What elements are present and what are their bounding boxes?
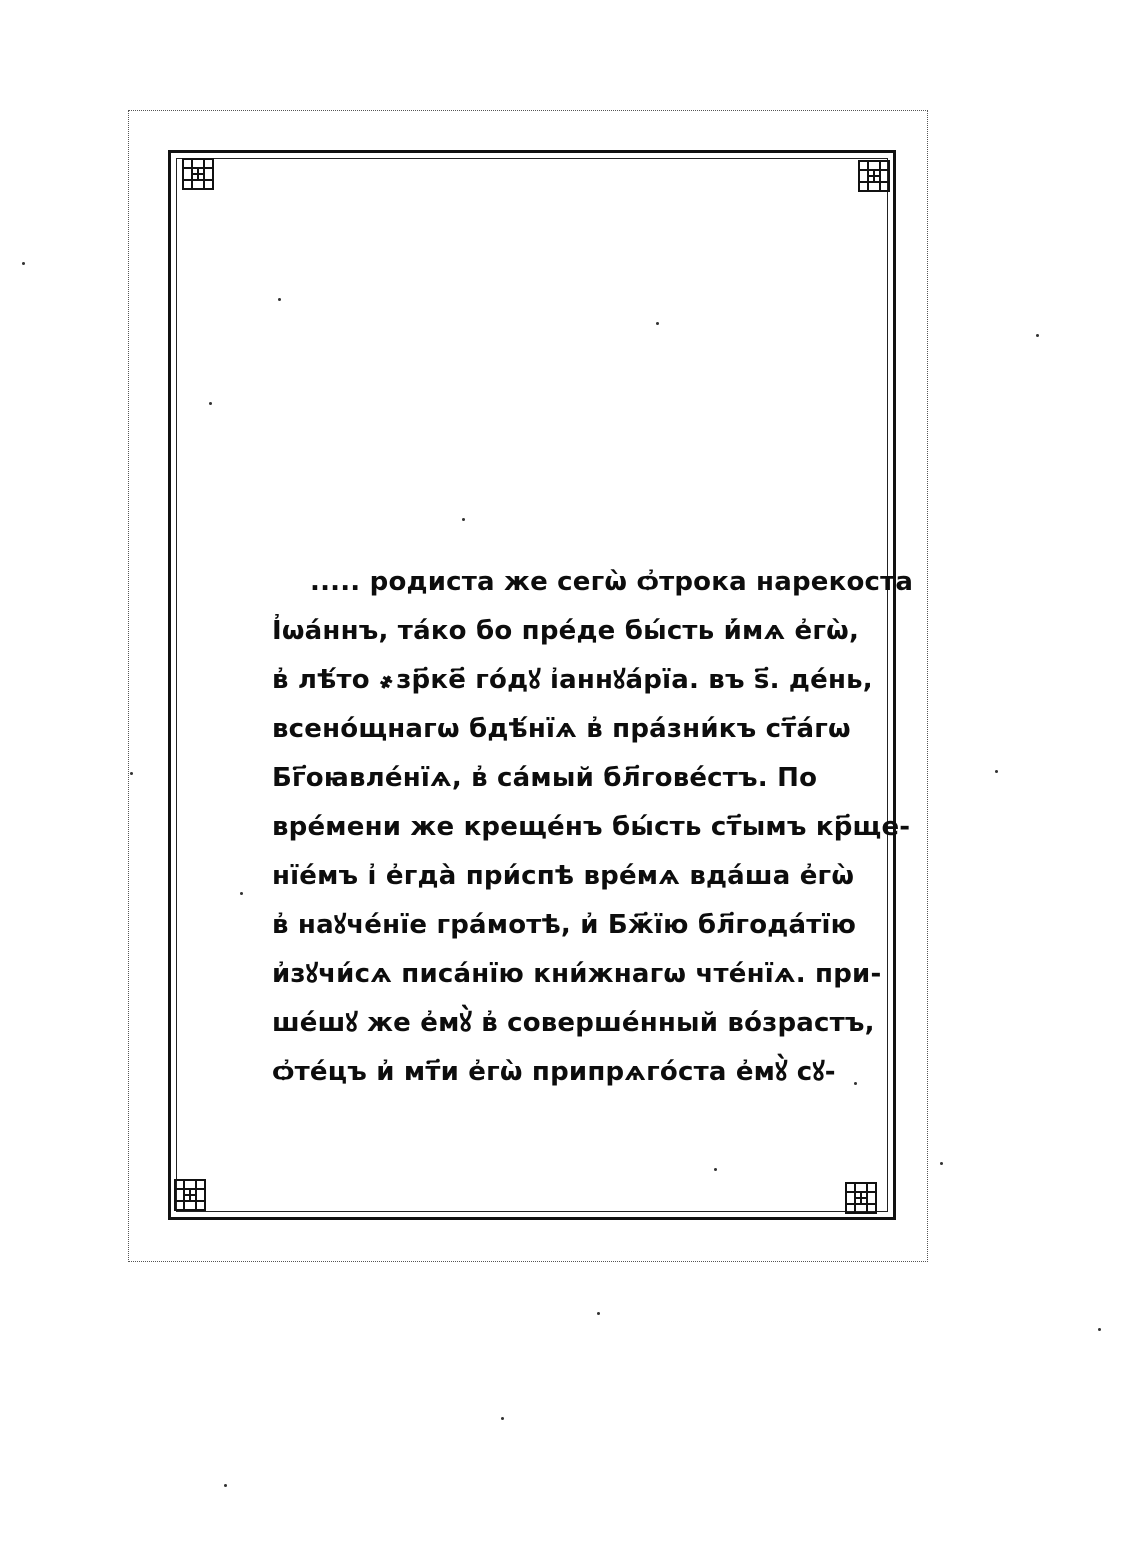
scan-speck <box>995 770 998 773</box>
text-line: нїе́мъ і҆ е҆гда̀ при́спѣ вре́мѧ вда́ша е҆гѡ̀ <box>272 861 855 891</box>
text-line: ..... родиста же сегѡ̀ ѻ҆трока нарекоста <box>310 567 914 597</box>
fret-ornament-icon <box>172 1177 208 1213</box>
scan-speck <box>462 518 465 521</box>
text-line: І҆ѡа́ннъ, та́ко бо пре́де бы́сть и҆́мѧ е҆гѡ̀, <box>272 616 860 646</box>
fret-ornament-icon <box>843 1180 879 1216</box>
scan-speck <box>278 298 281 301</box>
fret-ornament-icon <box>180 156 216 192</box>
text-line: в҆ лѣ́то ҂зр҃ке҃ го́дꙋ і҆аннꙋа́рїа. въ ѕ҃. де́нь, <box>272 665 873 695</box>
text-line: в҆ наꙋче́нїе гра́мотѣ, и҆ Бж҃їю бл҃года́тїю <box>272 910 857 940</box>
fret-ornament-icon <box>856 158 892 194</box>
scan-speck <box>240 892 243 895</box>
scan-speck <box>1098 1328 1101 1331</box>
text-line: ѻ҆те́цъ и҆ мт҃и е҆гѡ̀ припрѧго́ста е҆мꙋ̀ сꙋ- <box>272 1057 836 1087</box>
scan-speck <box>656 322 659 325</box>
text-line: ше́шꙋ же е҆мꙋ̀ в҆ соверше́нный во́зрастъ, <box>272 1008 875 1038</box>
text-line: всено́щнагѡ бдѣ́нїѧ в҆ пра́зни́къ ст҃а́гѡ <box>272 714 851 744</box>
scan-speck <box>714 1168 717 1171</box>
text-line: и҆зꙋчи́сѧ писа́нїю кни́жнагѡ чте́нїѧ. при- <box>272 959 882 989</box>
scan-speck <box>130 772 133 775</box>
scan-speck <box>854 1082 857 1085</box>
scan-speck <box>224 1484 227 1487</box>
scan-speck <box>22 262 25 265</box>
scan-speck <box>501 1417 504 1420</box>
scan-speck <box>1036 334 1039 337</box>
text-line: вре́мени же креще́нъ бы́сть ст҃ымъ кр҃ще- <box>272 812 911 842</box>
scan-speck <box>597 1312 600 1315</box>
church-slavonic-text <box>272 558 914 1097</box>
scan-speck <box>940 1162 943 1165</box>
text-line: Бг҃оꙗвле́нїѧ, в҆ са́мый бл҃гове́стъ. По <box>272 763 818 793</box>
scan-speck <box>209 402 212 405</box>
